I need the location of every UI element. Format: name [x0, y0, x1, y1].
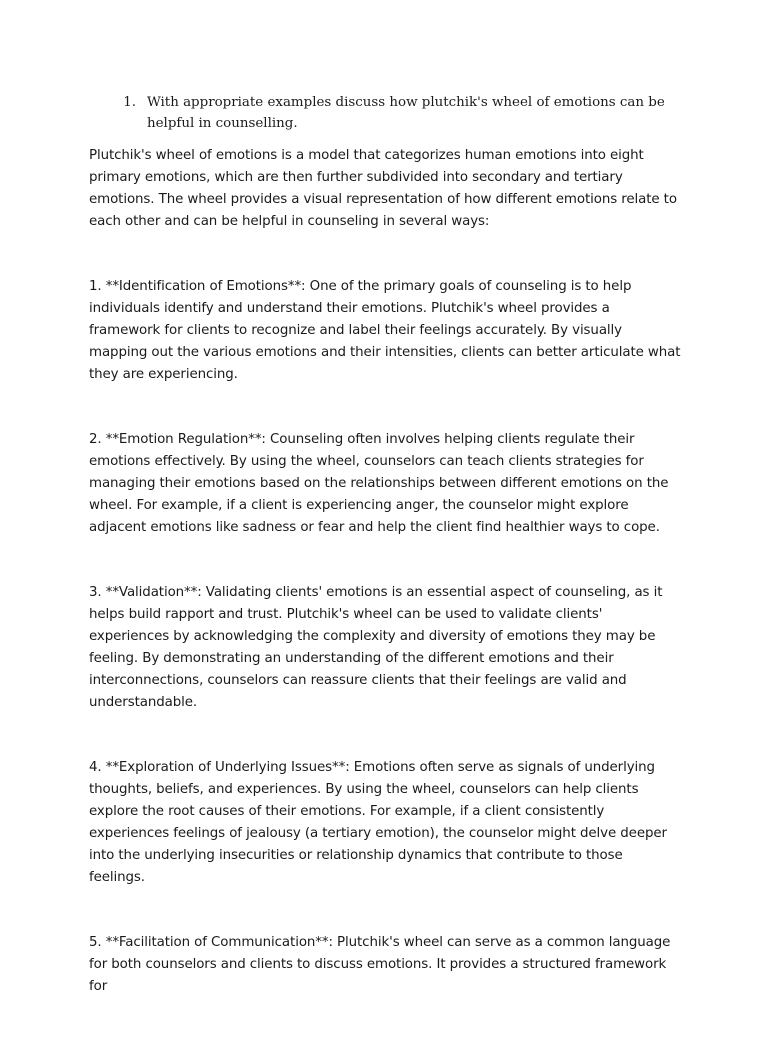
document-page — [89, 92, 681, 1041]
point-paragraph-5: 5. **Facilitation of Communication**: Plutchik's wheel can serve as a common language for both counselors and clients to discuss emotions. It provides a structured framework for — [89, 935, 671, 994]
question-number: 1. — [123, 95, 136, 110]
question-item — [89, 92, 681, 134]
point-paragraph-2: 2. **Emotion Regulation**: Counseling often involves helping clients regulate their emotions effectively. By using the wheel, counselors can teach clients strategies for managing their emotions based on the relationships between different emotions on the wheel. For example, if a client is experiencing anger, the counselor might explore adjacent emotions like sadness or fear and help the client find healthier ways to cope. — [89, 432, 669, 535]
question-text: With appropriate examples discuss how plutchik's wheel of emotions can be helpful in counselling. — [147, 95, 665, 131]
point-paragraph-4: 4. **Exploration of Underlying Issues**: Emotions often serve as signals of underlying thoughts, beliefs, and experiences. By using the wheel, counselors can help clients explore the root causes of their emotions. For example, if a client consistently experiences feelings of jealousy (a tertiary emotion), the counselor might delve deeper into the underlying insecurities or relationship dynamics that contribute to those feelings. — [89, 760, 667, 885]
point-paragraph-3: 3. **Validation**: Validating clients' emotions is an essential aspect of counseling, as it helps build rapport and trust. Plutchik's wheel can be used to validate clients' experiences by acknowledging the complexity and diversity of emotions they may be feeling. By demonstrating an understanding of the different emotions and their interconnections, counselors can reassure clients that their feelings are valid and understandable. — [89, 585, 663, 710]
intro-paragraph: Plutchik's wheel of emotions is a model that categorizes human emotions into eight primary emotions, which are then further subdivided into secondary and tertiary emotions. The wheel provides a visual representation of how different emotions relate to each other and can be helpful in counseling in several ways: — [89, 148, 677, 229]
point-paragraph-1: 1. **Identification of Emotions**: One of the primary goals of counseling is to help individuals identify and understand their emotions. Plutchik's wheel provides a framework for clients to recognize and label their feelings accurately. By visually mapping out the various emotions and their intensities, clients can better articulate what they are experiencing. — [89, 279, 681, 382]
